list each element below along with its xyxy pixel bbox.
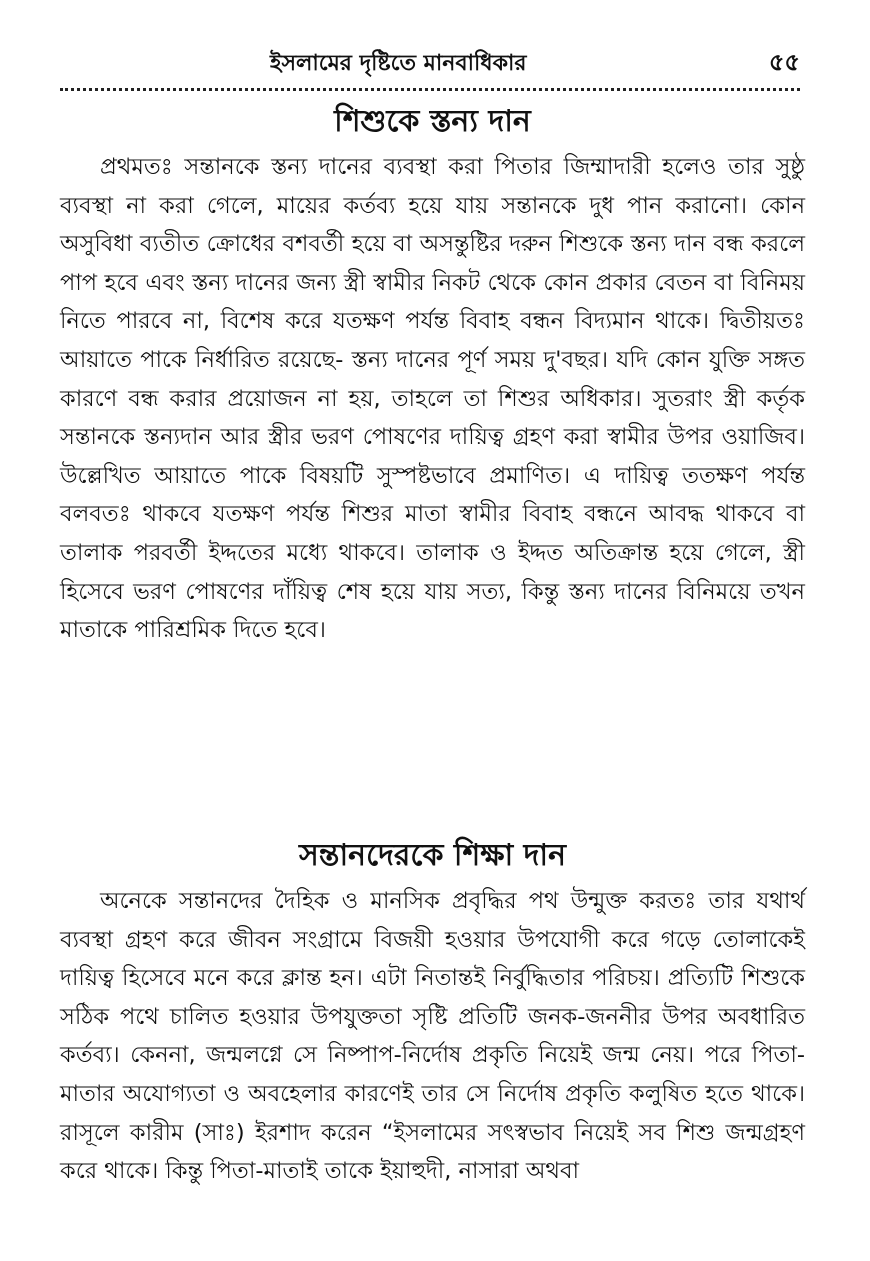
section-education (60, 830, 805, 1191)
section-heading: শিশুকে স্তন্য দান (334, 104, 531, 139)
section-paragraph: অনেকে সন্তানদের দৈহিক ও মানসিক প্রবৃদ্ধির পথ উন্মুক্ত করতঃ তার যথার্থ ব্যবস্থা গ্রহণ করে জীবন সংগ্রামে বিজয়ী হওয়ার উপযোগী করে গড়ে তোলাকেই দায়িত্ব হিসেবে মনে করে ক্লান্ত হন। এটা নিতান্তই নির্বুদ্ধিতার পরিচয়। প্রত্যিটি শিশুকে সঠিক পথে চালিত হওয়ার উপযুক্ততা সৃষ্টি প্রতিটি জনক-জননীর উপর অবধারিত কর্তব্য। কেননা, জন্মলগ্নে সে নিষ্পাপ-নির্দোষ প্রকৃতি নিয়েই জন্ম নেয়। পরে পিতা-মাতার অযোগ্যতা ও অবহেলার কারণেই তার সে নির্দোষ প্রকৃতি কলুষিত হতে থাকে। রাসূলে কারীম (সাঃ) ইরশাদ করেন “ইসলামের সৎস্বভাব নিয়েই সব শিশু জন্মগ্রহণ করে থাকে। কিন্তু পিতা-মাতাই তাকে ইয়াহুদী, নাসারা অথবা (60, 888, 805, 1185)
page-number: ৫৫ (768, 48, 800, 76)
section-paragraph: প্রথমতঃ সন্তানকে স্তন্য দানের ব্যবস্থা করা পিতার জিম্মাদারী হলেও তার সুষ্ঠু ব্যবস্থা না করা গেলে, মায়ের কর্তব্য হয়ে যায় সন্তানকে দুধ পান করানো। কোন অসুবিধা ব্যতীত ক্রোধের বশবর্তী হয়ে বা অসন্তুষ্টির দরুন শিশুকে স্তন্য দান বন্ধ করলে পাপ হবে এবং স্তন্য দানের জন্য স্ত্রী স্বামীর নিকট থেকে কোন প্রকার বেতন বা বিনিময় নিতে পারবে না, বিশেষ করে যতক্ষণ পর্যন্ত বিবাহ বন্ধন বিদ্যমান থাকে। দ্বিতীয়তঃ আয়াতে পাকে নির্ধারিত রয়েছে- স্তন্য দানের পূর্ণ সময় দু'বছর। যদি কোন যুক্তি সঙ্গত কারণে বন্ধ করার প্রয়োজন না হয়, তাহলে তা শিশুর অধিকার। সুতরাং স্ত্রী কর্তৃক সন্তানকে স্তন্যদান আর স্ত্রীর ভরণ পোষণের দায়িত্ব গ্রহণ করা স্বামীর উপর ওয়াজিব। উল্লেখিত আয়াতে পাকে বিষয়টি সুস্পষ্টভাবে প্রমাণিত। এ দায়িত্ব ততক্ষণ পর্যন্ত বলবতঃ থাকবে যতক্ষণ পর্যন্ত শিশুর মাতা স্বামীর বিবাহ বন্ধনে আবদ্ধ থাকবে বা তালাক পরবর্তী ইদ্দতের মধ্যে থাকবে। তালাক ও ইদ্দত অতিক্রান্ত হয়ে গেলে, স্ত্রী হিসেবে ভরণ পোষণের দাঁয়িত্ব শেষ হয়ে যায় সত্য, কিন্তু স্তন্য দানের বিনিময়ে তখন মাতাকে পারিশ্রমিক দিতে হবে। (60, 154, 805, 644)
section-heading: সন্তানদেরকে শিক্ষা দান (298, 838, 567, 873)
section-breastfeeding (60, 96, 805, 650)
page-header (60, 44, 800, 84)
running-title: ইসলামের দৃষ্টিতে মানবাধিকার (270, 51, 527, 76)
header-dotted-rule (60, 88, 800, 91)
